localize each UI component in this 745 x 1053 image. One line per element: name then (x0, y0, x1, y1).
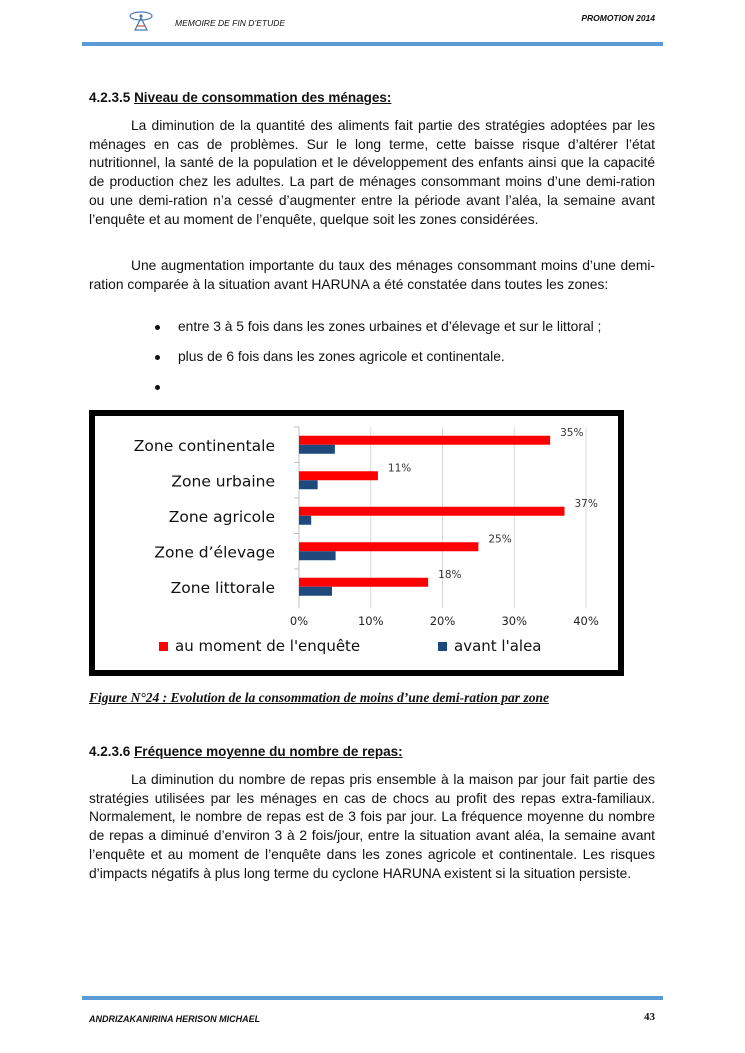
paragraph: La diminution de la quantité des aliments fait partie des stratégies adoptées par les ménages en cas de problèmes. Sur le long terme, cette baisse risque d’altérer l’état nutritionnel, la santé de la population et le développement des enfants ainsi que la capacité de production chez les adultes. La part de ménages consommant moins d’une demi-ration ou une demi-ration n’a cessé d’augmenter entre la période avant l’aléa, la semaine avant l’enquête et au moment de l’enquête, quelque soit les zones considérées. (89, 118, 655, 227)
legend-label-current: au moment de l'enquête (175, 637, 361, 655)
bullet-icon (155, 385, 160, 390)
header-title: MEMOIRE DE FIN D’ETUDE (175, 18, 286, 28)
school-logo-icon (127, 10, 155, 32)
bar-before (299, 551, 336, 560)
section-number: 4.2.3.5 (89, 90, 131, 105)
x-tick-label: 30% (501, 614, 528, 628)
footer-author: ANDRIZAKANIRINA HERISON MICHAEL (89, 1014, 261, 1024)
bullet-list (150, 318, 601, 408)
figure-caption: Figure N°24 : Evolution de la consommation de moins d’une demi-ration par zone (89, 690, 549, 705)
data-label: 25% (488, 533, 512, 546)
header-promotion: PROMOTION 2014 (581, 13, 655, 23)
category-label: Zone littorale (170, 578, 275, 597)
bar-current (299, 471, 378, 480)
bar-chart (95, 416, 618, 670)
x-tick-label: 10% (357, 614, 384, 628)
list-item: entre 3 à 5 fois dans les zones urbaines et d’élevage et sur le littoral ; (150, 318, 601, 348)
section-title: Niveau de consommation des ménages: (134, 90, 392, 105)
legend-swatch-before (438, 642, 447, 651)
data-label: 18% (438, 568, 462, 581)
section-title: Fréquence moyenne du nombre de repas: (134, 744, 403, 759)
bar-current (299, 578, 428, 587)
section-heading-1 (89, 90, 391, 105)
header-rule (82, 42, 663, 46)
bar-current (299, 436, 550, 445)
data-label: 35% (560, 426, 584, 439)
page-number: 43 (644, 1011, 655, 1023)
x-tick-label: 40% (573, 614, 599, 628)
category-label: Zone continentale (133, 436, 275, 455)
bullet-icon (155, 325, 160, 330)
chart-area (95, 416, 618, 670)
section-heading-2 (89, 744, 403, 759)
section-number: 4.2.3.6 (89, 744, 131, 759)
list-item: plus de 6 fois dans les zones agricole et continentale. (150, 348, 601, 378)
category-label: Zone d’élevage (154, 543, 275, 562)
bar-before (299, 445, 335, 454)
x-tick-label: 20% (429, 614, 456, 628)
bar-before (299, 480, 318, 489)
bar-before (299, 516, 311, 525)
bar-current (299, 542, 478, 551)
data-label: 11% (387, 462, 412, 475)
legend-swatch-current (159, 642, 168, 651)
bullet-icon (155, 355, 160, 360)
list-item (150, 378, 601, 408)
footer-rule (82, 996, 663, 1000)
category-label: Zone agricole (168, 507, 275, 526)
paragraph: Une augmentation importante du taux des ménages consommant moins d’une demi-ration comparée à la situation avant HARUNA a été constatée dans toutes les zones: (89, 258, 655, 292)
legend-label-before: avant l'alea (454, 637, 542, 655)
data-label: 37% (574, 497, 598, 510)
paragraph: La diminution du nombre de repas pris ensemble à la maison par jour fait partie des stratégies utilisées par les ménages en cas de chocs au profit des repas extra-familiaux. Normalement, le nombre de repas est de 3 fois par jour. La fréquence moyenne du nombre de repas a diminué d’environ 3 à 2 fois/jour, entre la situation avant aléa, la semaine avant l’enquête et au moment de l’enquête dans les zones agricole et continentale. Les risques d’impacts négatifs à plus long terme du cyclone HARUNA existent si la situation persiste. (89, 772, 655, 881)
bar-before (299, 587, 332, 596)
bar-current (299, 507, 564, 516)
x-tick-label: 0% (289, 614, 309, 628)
category-label: Zone urbaine (171, 472, 275, 491)
